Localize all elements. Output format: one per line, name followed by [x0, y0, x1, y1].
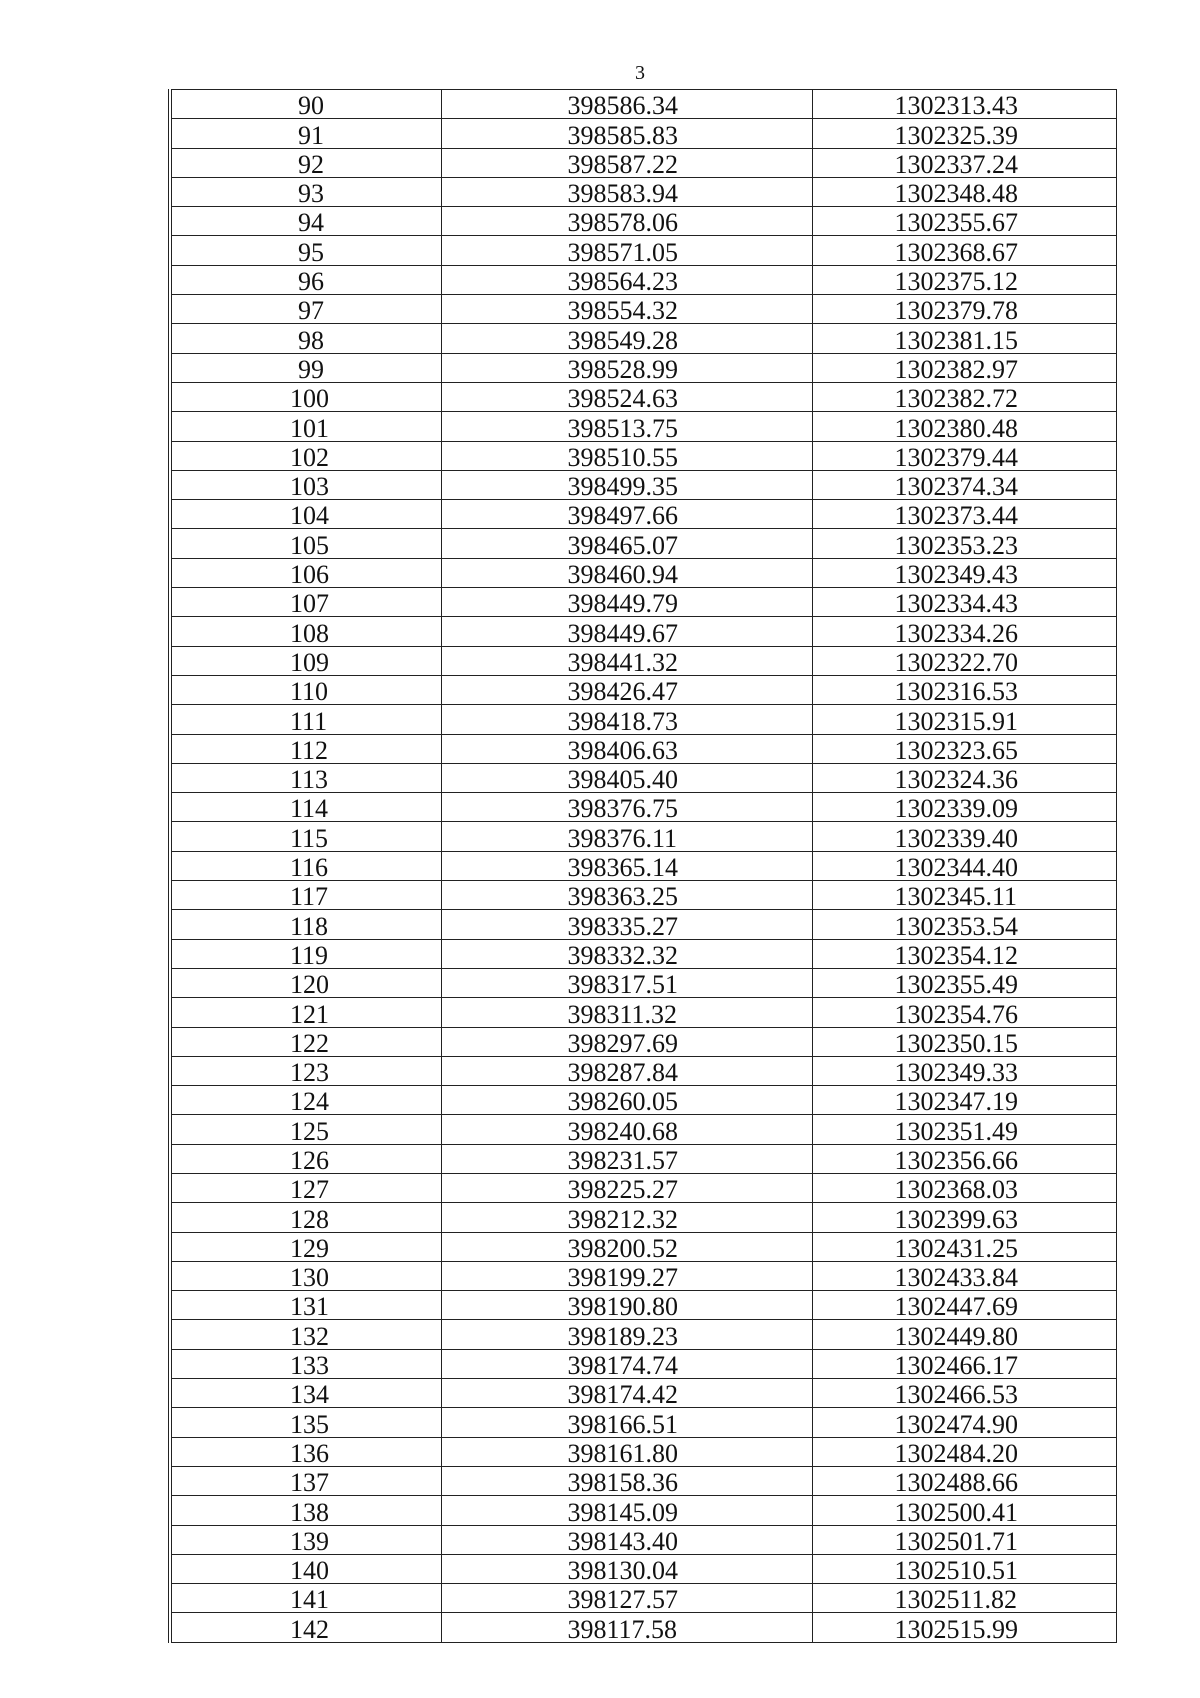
table-row [170, 705, 1116, 734]
table-row [170, 1261, 1116, 1290]
table-row [170, 382, 1116, 411]
y-coordinate-cell: 1302510.51 [812, 1554, 1116, 1583]
point-number-cell: 111 [170, 705, 441, 734]
y-coordinate-cell: 1302431.25 [812, 1232, 1116, 1261]
table-row [170, 1115, 1116, 1144]
y-coordinate-cell: 1302474.90 [812, 1408, 1116, 1437]
y-coordinate-cell: 1302324.36 [812, 763, 1116, 792]
x-coordinate-cell: 398225.27 [441, 1173, 812, 1202]
point-number-cell: 103 [170, 470, 441, 499]
x-coordinate-cell: 398406.63 [441, 734, 812, 763]
x-coordinate-cell: 398212.32 [441, 1203, 812, 1232]
point-number-cell: 97 [170, 295, 441, 324]
table-row [170, 441, 1116, 470]
x-coordinate-cell: 398571.05 [441, 236, 812, 265]
table-row [170, 1056, 1116, 1085]
y-coordinate-cell: 1302355.67 [812, 207, 1116, 236]
y-coordinate-cell: 1302347.19 [812, 1086, 1116, 1115]
table-row [170, 148, 1116, 177]
table-row [170, 1525, 1116, 1554]
x-coordinate-cell: 398317.51 [441, 968, 812, 997]
point-number-cell: 92 [170, 148, 441, 177]
x-coordinate-cell: 398143.40 [441, 1525, 812, 1554]
point-number-cell: 135 [170, 1408, 441, 1437]
y-coordinate-cell: 1302351.49 [812, 1115, 1116, 1144]
table-row [170, 734, 1116, 763]
point-number-cell: 113 [170, 763, 441, 792]
table-row [170, 968, 1116, 997]
point-number-cell: 96 [170, 265, 441, 294]
point-number-cell: 128 [170, 1203, 441, 1232]
table-row [170, 851, 1116, 880]
x-coordinate-cell: 398174.74 [441, 1349, 812, 1378]
x-coordinate-cell: 398363.25 [441, 881, 812, 910]
table-row [170, 265, 1116, 294]
x-coordinate-cell: 398174.42 [441, 1379, 812, 1408]
x-coordinate-cell: 398441.32 [441, 646, 812, 675]
y-coordinate-cell: 1302466.53 [812, 1379, 1116, 1408]
point-number-cell: 105 [170, 529, 441, 558]
point-number-cell: 127 [170, 1173, 441, 1202]
x-coordinate-cell: 398231.57 [441, 1144, 812, 1173]
y-coordinate-cell: 1302349.33 [812, 1056, 1116, 1085]
table-row [170, 177, 1116, 206]
y-coordinate-cell: 1302466.17 [812, 1349, 1116, 1378]
x-coordinate-cell: 398311.32 [441, 998, 812, 1027]
x-coordinate-cell: 398465.07 [441, 529, 812, 558]
point-number-cell: 130 [170, 1261, 441, 1290]
x-coordinate-cell: 398260.05 [441, 1086, 812, 1115]
point-number-cell: 100 [170, 382, 441, 411]
y-coordinate-cell: 1302375.12 [812, 265, 1116, 294]
y-coordinate-cell: 1302322.70 [812, 646, 1116, 675]
table-row [170, 1349, 1116, 1378]
table-row [170, 353, 1116, 382]
y-coordinate-cell: 1302447.69 [812, 1291, 1116, 1320]
table-row [170, 1027, 1116, 1056]
table-row [170, 1203, 1116, 1232]
point-number-cell: 114 [170, 793, 441, 822]
y-coordinate-cell: 1302316.53 [812, 675, 1116, 704]
y-coordinate-cell: 1302379.44 [812, 441, 1116, 470]
point-number-cell: 121 [170, 998, 441, 1027]
x-coordinate-cell: 398583.94 [441, 177, 812, 206]
point-number-cell: 131 [170, 1291, 441, 1320]
point-number-cell: 139 [170, 1525, 441, 1554]
table-row [170, 588, 1116, 617]
x-coordinate-cell: 398418.73 [441, 705, 812, 734]
table-row [170, 236, 1116, 265]
table-row [170, 1232, 1116, 1261]
table-row [170, 939, 1116, 968]
point-number-cell: 106 [170, 558, 441, 587]
y-coordinate-cell: 1302381.15 [812, 324, 1116, 353]
x-coordinate-cell: 398127.57 [441, 1584, 812, 1613]
y-coordinate-cell: 1302313.43 [812, 90, 1116, 119]
x-coordinate-cell: 398449.67 [441, 617, 812, 646]
y-coordinate-cell: 1302323.65 [812, 734, 1116, 763]
table-row [170, 295, 1116, 324]
x-coordinate-cell: 398426.47 [441, 675, 812, 704]
x-coordinate-cell: 398376.75 [441, 793, 812, 822]
table-row [170, 1379, 1116, 1408]
table-row [170, 1408, 1116, 1437]
table-row [170, 1320, 1116, 1349]
x-coordinate-cell: 398117.58 [441, 1613, 812, 1642]
x-coordinate-cell: 398189.23 [441, 1320, 812, 1349]
point-number-cell: 119 [170, 939, 441, 968]
point-number-cell: 90 [170, 90, 441, 119]
y-coordinate-cell: 1302511.82 [812, 1584, 1116, 1613]
y-coordinate-cell: 1302315.91 [812, 705, 1116, 734]
point-number-cell: 101 [170, 412, 441, 441]
x-coordinate-cell: 398161.80 [441, 1437, 812, 1466]
table-row [170, 1584, 1116, 1613]
point-number-cell: 125 [170, 1115, 441, 1144]
x-coordinate-cell: 398585.83 [441, 119, 812, 148]
y-coordinate-cell: 1302334.43 [812, 588, 1116, 617]
x-coordinate-cell: 398332.32 [441, 939, 812, 968]
table-row [170, 207, 1116, 236]
y-coordinate-cell: 1302399.63 [812, 1203, 1116, 1232]
point-number-cell: 112 [170, 734, 441, 763]
table-row [170, 646, 1116, 675]
point-number-cell: 123 [170, 1056, 441, 1085]
point-number-cell: 138 [170, 1496, 441, 1525]
y-coordinate-cell: 1302349.43 [812, 558, 1116, 587]
x-coordinate-cell: 398449.79 [441, 588, 812, 617]
table-row [170, 558, 1116, 587]
table-row [170, 617, 1116, 646]
y-coordinate-cell: 1302345.11 [812, 881, 1116, 910]
point-number-cell: 134 [170, 1379, 441, 1408]
table-row [170, 1613, 1116, 1642]
y-coordinate-cell: 1302380.48 [812, 412, 1116, 441]
point-number-cell: 99 [170, 353, 441, 382]
x-coordinate-cell: 398335.27 [441, 910, 812, 939]
y-coordinate-cell: 1302353.54 [812, 910, 1116, 939]
table-row [170, 793, 1116, 822]
point-number-cell: 132 [170, 1320, 441, 1349]
y-coordinate-cell: 1302334.26 [812, 617, 1116, 646]
y-coordinate-cell: 1302515.99 [812, 1613, 1116, 1642]
point-number-cell: 98 [170, 324, 441, 353]
table-row [170, 324, 1116, 353]
coordinates-table [168, 89, 1117, 1643]
point-number-cell: 124 [170, 1086, 441, 1115]
x-coordinate-cell: 398460.94 [441, 558, 812, 587]
x-coordinate-cell: 398297.69 [441, 1027, 812, 1056]
x-coordinate-cell: 398497.66 [441, 500, 812, 529]
point-number-cell: 115 [170, 822, 441, 851]
x-coordinate-cell: 398287.84 [441, 1056, 812, 1085]
y-coordinate-cell: 1302382.97 [812, 353, 1116, 382]
point-number-cell: 109 [170, 646, 441, 675]
x-coordinate-cell: 398200.52 [441, 1232, 812, 1261]
x-coordinate-cell: 398166.51 [441, 1408, 812, 1437]
table-row [170, 822, 1116, 851]
y-coordinate-cell: 1302382.72 [812, 382, 1116, 411]
y-coordinate-cell: 1302337.24 [812, 148, 1116, 177]
table-row [170, 90, 1116, 119]
x-coordinate-cell: 398190.80 [441, 1291, 812, 1320]
point-number-cell: 108 [170, 617, 441, 646]
point-number-cell: 137 [170, 1466, 441, 1495]
x-coordinate-cell: 398524.63 [441, 382, 812, 411]
table-row [170, 763, 1116, 792]
x-coordinate-cell: 398549.28 [441, 324, 812, 353]
x-coordinate-cell: 398564.23 [441, 265, 812, 294]
table-row [170, 119, 1116, 148]
table-row [170, 1496, 1116, 1525]
x-coordinate-cell: 398240.68 [441, 1115, 812, 1144]
table-row [170, 1086, 1116, 1115]
point-number-cell: 129 [170, 1232, 441, 1261]
y-coordinate-cell: 1302339.40 [812, 822, 1116, 851]
x-coordinate-cell: 398513.75 [441, 412, 812, 441]
y-coordinate-cell: 1302355.49 [812, 968, 1116, 997]
y-coordinate-cell: 1302339.09 [812, 793, 1116, 822]
table-row [170, 1437, 1116, 1466]
y-coordinate-cell: 1302350.15 [812, 1027, 1116, 1056]
y-coordinate-cell: 1302501.71 [812, 1525, 1116, 1554]
point-number-cell: 93 [170, 177, 441, 206]
y-coordinate-cell: 1302353.23 [812, 529, 1116, 558]
table-row [170, 529, 1116, 558]
y-coordinate-cell: 1302449.80 [812, 1320, 1116, 1349]
x-coordinate-cell: 398405.40 [441, 763, 812, 792]
table-row [170, 675, 1116, 704]
table-row [170, 881, 1116, 910]
point-number-cell: 142 [170, 1613, 441, 1642]
point-number-cell: 140 [170, 1554, 441, 1583]
x-coordinate-cell: 398145.09 [441, 1496, 812, 1525]
table-row [170, 500, 1116, 529]
point-number-cell: 102 [170, 441, 441, 470]
point-number-cell: 141 [170, 1584, 441, 1613]
point-number-cell: 107 [170, 588, 441, 617]
point-number-cell: 133 [170, 1349, 441, 1378]
point-number-cell: 120 [170, 968, 441, 997]
page-number: 3 [635, 62, 645, 84]
x-coordinate-cell: 398587.22 [441, 148, 812, 177]
x-coordinate-cell: 398199.27 [441, 1261, 812, 1290]
y-coordinate-cell: 1302484.20 [812, 1437, 1116, 1466]
point-number-cell: 91 [170, 119, 441, 148]
y-coordinate-cell: 1302373.44 [812, 500, 1116, 529]
y-coordinate-cell: 1302433.84 [812, 1261, 1116, 1290]
y-coordinate-cell: 1302354.76 [812, 998, 1116, 1027]
x-coordinate-cell: 398130.04 [441, 1554, 812, 1583]
table-row [170, 1173, 1116, 1202]
table-row [170, 470, 1116, 499]
point-number-cell: 116 [170, 851, 441, 880]
coordinates-table-body [170, 90, 1116, 1643]
table-row [170, 1466, 1116, 1495]
y-coordinate-cell: 1302368.67 [812, 236, 1116, 265]
table-row [170, 1144, 1116, 1173]
x-coordinate-cell: 398528.99 [441, 353, 812, 382]
y-coordinate-cell: 1302325.39 [812, 119, 1116, 148]
x-coordinate-cell: 398586.34 [441, 90, 812, 119]
y-coordinate-cell: 1302500.41 [812, 1496, 1116, 1525]
table-row [170, 998, 1116, 1027]
table-row [170, 910, 1116, 939]
table-row [170, 1291, 1116, 1320]
point-number-cell: 118 [170, 910, 441, 939]
y-coordinate-cell: 1302354.12 [812, 939, 1116, 968]
x-coordinate-cell: 398578.06 [441, 207, 812, 236]
point-number-cell: 117 [170, 881, 441, 910]
point-number-cell: 94 [170, 207, 441, 236]
x-coordinate-cell: 398158.36 [441, 1466, 812, 1495]
point-number-cell: 136 [170, 1437, 441, 1466]
y-coordinate-cell: 1302368.03 [812, 1173, 1116, 1202]
point-number-cell: 110 [170, 675, 441, 704]
point-number-cell: 122 [170, 1027, 441, 1056]
point-number-cell: 95 [170, 236, 441, 265]
point-number-cell: 126 [170, 1144, 441, 1173]
x-coordinate-cell: 398499.35 [441, 470, 812, 499]
table-row [170, 1554, 1116, 1583]
y-coordinate-cell: 1302348.48 [812, 177, 1116, 206]
y-coordinate-cell: 1302379.78 [812, 295, 1116, 324]
y-coordinate-cell: 1302344.40 [812, 851, 1116, 880]
point-number-cell: 104 [170, 500, 441, 529]
x-coordinate-cell: 398510.55 [441, 441, 812, 470]
y-coordinate-cell: 1302488.66 [812, 1466, 1116, 1495]
x-coordinate-cell: 398365.14 [441, 851, 812, 880]
y-coordinate-cell: 1302356.66 [812, 1144, 1116, 1173]
table-row [170, 412, 1116, 441]
x-coordinate-cell: 398554.32 [441, 295, 812, 324]
y-coordinate-cell: 1302374.34 [812, 470, 1116, 499]
x-coordinate-cell: 398376.11 [441, 822, 812, 851]
